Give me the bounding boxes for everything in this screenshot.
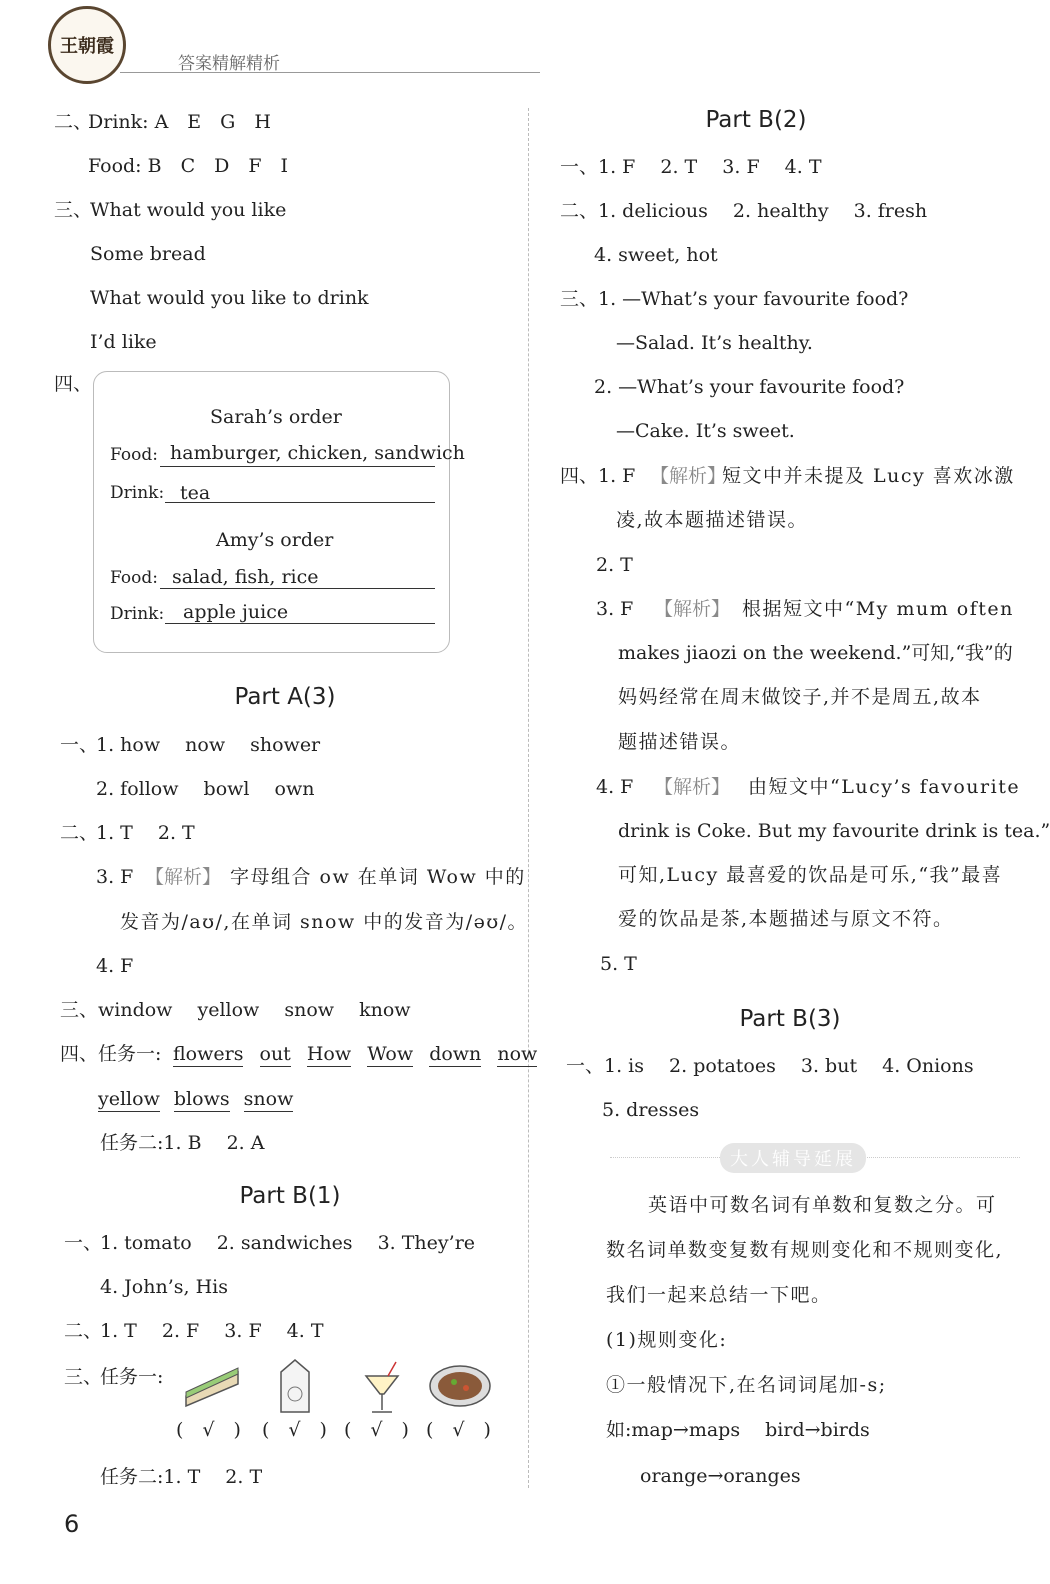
b1-s1-a: 1. tomato 2. sandwiches 3. They’re bbox=[100, 1232, 476, 1254]
analysis-tag: 【解析】 bbox=[654, 598, 731, 620]
header-title: 答案精解精析 bbox=[178, 54, 280, 74]
left-s3-line: Some bread bbox=[90, 243, 206, 265]
b2-s3d: —Cake. It’s sweet. bbox=[616, 420, 795, 442]
b2-s3b: —Salad. It’s healthy. bbox=[616, 332, 813, 354]
word: How bbox=[306, 1043, 352, 1065]
sarah-food: hamburger, chicken, sandwich bbox=[170, 442, 465, 464]
a3-s2-num: 二、 bbox=[60, 822, 99, 844]
milk-carton-icon bbox=[275, 1358, 315, 1414]
a3-s1-b: 2. follow bowl own bbox=[96, 778, 315, 800]
word: blows bbox=[173, 1088, 230, 1110]
word: flowers bbox=[173, 1043, 244, 1065]
check-mark: ( √ ) bbox=[262, 1419, 327, 1441]
a3-s4-words bbox=[173, 1042, 537, 1066]
sarah-drink: tea bbox=[180, 482, 211, 504]
a3-s2-c: 4. F bbox=[96, 955, 134, 977]
ext-p7: orange→oranges bbox=[640, 1465, 801, 1487]
header-rule bbox=[120, 72, 540, 73]
b3-s1b: 5. dresses bbox=[602, 1099, 700, 1121]
amy-drink: apple juice bbox=[183, 601, 289, 623]
b2-s4-4num: 4. F bbox=[596, 776, 634, 798]
sarah-food-line bbox=[160, 466, 435, 467]
left-s2-drink: Drink: A E G H bbox=[88, 111, 271, 133]
column-divider bbox=[528, 108, 529, 1488]
amy-drink-line bbox=[165, 623, 435, 624]
word: down bbox=[429, 1043, 482, 1065]
b2-s4-1b: 凌,故本题描述错误。 bbox=[616, 509, 809, 531]
ext-p4: (1)规则变化: bbox=[606, 1329, 728, 1351]
b2-s4-3d: 题描述错误。 bbox=[618, 731, 742, 753]
ext-p6: 如:map→maps bird→birds bbox=[606, 1419, 870, 1441]
check-mark: ( √ ) bbox=[426, 1419, 491, 1441]
ext-p5: ①一般情况下,在名词词尾加-s; bbox=[606, 1374, 887, 1396]
b2-s4-3num: 3. F bbox=[596, 598, 634, 620]
b2-s4-1: 短文中并未提及 Lucy 喜欢冰激 bbox=[722, 465, 1015, 487]
sarah-drink-label: Drink: bbox=[110, 483, 165, 503]
a3-s2-b-num: 3. F bbox=[96, 866, 134, 888]
word: now bbox=[497, 1043, 538, 1065]
b2-s4-4: 由短文中“Lucy’s favourite bbox=[748, 776, 1021, 798]
b2-s4-num: 四、1. F bbox=[560, 465, 636, 487]
sandwich-icon bbox=[182, 1362, 242, 1408]
ext-p2: 数名词单数变复数有规则变化和不规则变化, bbox=[606, 1239, 1004, 1261]
a3-s3: window yellow snow know bbox=[98, 999, 411, 1021]
a3-s2-a: 1. T 2. T bbox=[96, 822, 195, 844]
b1-s3-num: 三、 bbox=[64, 1366, 103, 1388]
part-b3-title: Part B(3) bbox=[739, 1006, 841, 1032]
a3-s4-task1: 任务一: bbox=[98, 1043, 162, 1065]
a3-s1-num: 一、 bbox=[60, 734, 99, 756]
b2-s4-5: 5. T bbox=[600, 953, 637, 975]
b1-s2-a: 1. T 2. F 3. F 4. T bbox=[100, 1320, 324, 1342]
analysis-tag: 【解析】 bbox=[145, 866, 222, 888]
amy-food: salad, fish, rice bbox=[172, 566, 319, 588]
extension-label: 大人辅导延展 bbox=[720, 1143, 866, 1173]
check-mark: ( √ ) bbox=[176, 1419, 241, 1441]
b2-s3c: 2. —What’s your favourite food? bbox=[594, 376, 905, 398]
check-mark: ( √ ) bbox=[344, 1419, 409, 1441]
b3-s1: 一、1. is 2. potatoes 3. but 4. Onions bbox=[566, 1055, 974, 1077]
b2-s3: 三、1. —What’s your favourite food? bbox=[560, 288, 909, 310]
analysis-tag: 【解析】 bbox=[650, 465, 727, 487]
left-s2-food: Food: B C D F I bbox=[88, 155, 289, 177]
a3-s2-b-text2: 发音为/aʊ/,在单词 snow 中的发音为/əʊ/。 bbox=[120, 911, 529, 933]
soup-bowl-icon bbox=[428, 1362, 492, 1408]
b2-s4-4d: 爱的饮品是茶,本题描述与原文不符。 bbox=[618, 908, 954, 930]
left-s3-num: 三、 bbox=[54, 199, 93, 221]
left-s3-line: What would you like to drink bbox=[90, 287, 369, 309]
a3-s2-b-text: 字母组合 ow 在单词 Wow 中的 bbox=[230, 866, 526, 888]
sarah-order-title: Sarah’s order bbox=[210, 406, 342, 428]
b2-s4-4c: 可知,Lucy 最喜爱的饮品是可乐,“我”最喜 bbox=[618, 864, 1003, 886]
part-b1-title: Part B(1) bbox=[239, 1183, 341, 1209]
amy-order-title: Amy’s order bbox=[216, 529, 334, 551]
b2-s4-3b: makes jiaozi on the weekend.”可知,“我”的 bbox=[618, 642, 1013, 664]
b2-s4-3c: 妈妈经常在周末做饺子,并不是周五,故本 bbox=[618, 686, 982, 708]
ext-p3: 我们一起来总结一下吧。 bbox=[606, 1284, 832, 1306]
amy-food-label: Food: bbox=[110, 568, 158, 588]
b2-s1: 一、1. F 2. T 3. F 4. T bbox=[560, 156, 822, 178]
logo-text: 王朝霞 bbox=[60, 36, 114, 57]
b2-s4-3: 根据短文中“My mum often bbox=[742, 598, 1014, 620]
page-number: 6 bbox=[64, 1510, 80, 1538]
word: snow bbox=[243, 1088, 294, 1110]
b1-s1-b: 4. John’s, His bbox=[100, 1276, 228, 1298]
sarah-drink-line bbox=[165, 502, 435, 503]
b2-s2: 二、1. delicious 2. healthy 3. fresh bbox=[560, 200, 928, 222]
a3-s4-num: 四、 bbox=[60, 1043, 99, 1065]
word: yellow bbox=[98, 1088, 160, 1110]
b1-s1-num: 一、 bbox=[64, 1232, 103, 1254]
sarah-food-label: Food: bbox=[110, 445, 158, 465]
b2-s4-2: 2. T bbox=[596, 554, 633, 576]
analysis-tag: 【解析】 bbox=[654, 776, 731, 798]
amy-drink-label: Drink: bbox=[110, 604, 165, 624]
word: Wow bbox=[367, 1043, 414, 1065]
a3-s4-task2: 任务二:1. B 2. A bbox=[100, 1132, 265, 1154]
b2-s2b: 4. sweet, hot bbox=[594, 244, 718, 266]
b1-s3-task1: 任务一: bbox=[100, 1366, 164, 1388]
publisher-logo bbox=[48, 6, 126, 84]
left-s4-num: 四、 bbox=[54, 373, 93, 395]
left-s2-num: 二、 bbox=[54, 111, 93, 133]
a3-s4-words2 bbox=[98, 1087, 293, 1111]
ext-p1: 英语中可数名词有单数和复数之分。可 bbox=[648, 1194, 997, 1216]
left-s3-line: What would you like bbox=[90, 199, 287, 221]
part-b2-title: Part B(2) bbox=[705, 107, 807, 133]
amy-food-line bbox=[160, 588, 435, 589]
a3-s1-a: 1. how now shower bbox=[96, 734, 321, 756]
b1-s3-task2: 任务二:1. T 2. T bbox=[100, 1466, 263, 1488]
part-a3-title: Part A(3) bbox=[234, 684, 336, 710]
left-s3-line: I’d like bbox=[90, 331, 157, 353]
word: out bbox=[259, 1043, 291, 1065]
b1-s2-num: 二、 bbox=[64, 1320, 103, 1342]
b2-s4-4b: drink is Coke. But my favourite drink is tea.” bbox=[618, 820, 1050, 842]
a3-s3-num: 三、 bbox=[60, 999, 99, 1021]
juice-glass-icon bbox=[360, 1360, 404, 1416]
